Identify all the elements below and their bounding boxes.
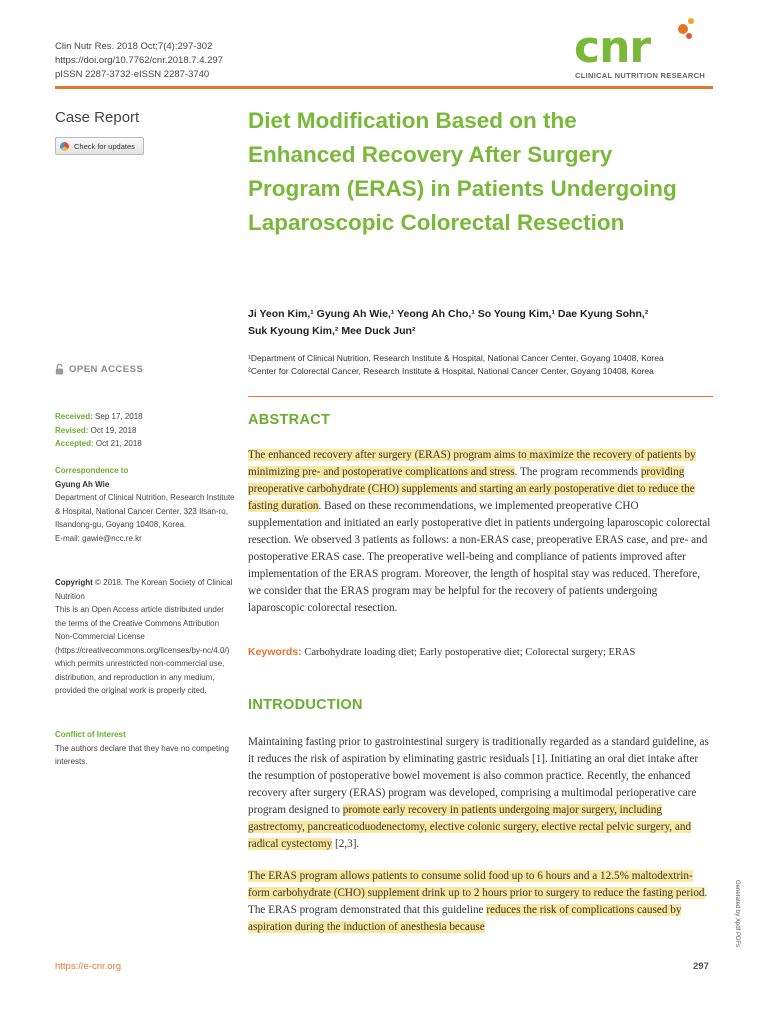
conflict-heading: Conflict of Interest (55, 730, 126, 739)
introduction-heading: INTRODUCTION (248, 697, 363, 713)
generator-note-text: Generated by Xpdf PDFs (734, 880, 740, 948)
authors-line: Ji Yeon Kim,¹ Gyung Ah Wie,¹ Yeong Ah Cho,¹ So Young Kim,¹ Dae Kyung Sohn,² (248, 308, 649, 320)
logo-dot-icon (686, 33, 692, 39)
affiliation: ¹Department of Clinical Nutrition, Research Institute & Hospital, National Cancer Center, Goyang 10408, Korea (248, 353, 664, 363)
text-run: Maintaining fasting prior to gastrointestinal surgery is traditionally regarded as a standard guideline, as it reduces the risk of aspiration by eliminating gastric residuals [1]. Initiating an oral diet intake after the resumption of postoperative bowel movement is also common practice. Recently, the enhanced recovery after surgery (ERAS) program was developed, comprising a multimodal perioperative care program designed to (248, 736, 709, 816)
citation-doi[interactable]: https://doi.org/10.7762/cnr.2018.7.4.297 (55, 55, 223, 66)
authors-line: Suk Kyoung Kim,² Mee Duck Jun² (248, 325, 416, 337)
check-updates-button[interactable] (55, 137, 144, 155)
article-type: Case Report (55, 109, 140, 126)
keywords (248, 646, 635, 658)
keywords-list: Carbohydrate loading diet; Early postoperative diet; Colorectal surgery; ERAS (304, 647, 636, 658)
text-run: [2,3]. (332, 838, 360, 850)
text-run: . Based on these recommendations, we implemented preoperative CHO supplementation and initiated an early postoperative diet in patients undergoing laparoscopic colorectal resection. We observed 3 patients as follows: a non-ERAS case, preoperative ERAS case, and pre- and postoperative ERAS case. The preoperative well-being and compliance of patients improved after implementation of the ERAS program. Moreover, the length of hospital stay was reduced. Therefore, we consider that the ERAS program may be helpful for the recovery of patients undergoing laparoscopic colorectal resection. (248, 500, 711, 614)
journal-url-link[interactable]: https://e-cnr.org (55, 961, 122, 972)
intro-paragraph-1 (248, 734, 713, 853)
conflict-text: The authors declare that they have no competing interests. (55, 743, 229, 766)
highlight: The enhanced recovery after surgery (ERAS) program aims to maximize the recovery of patients by minimizing pre- and postoperative complications and stress (248, 449, 696, 478)
revised-label: Revised: (55, 425, 89, 435)
copyright-block (55, 576, 235, 698)
generator-note (729, 880, 743, 975)
received-label: Received: (55, 412, 93, 421)
page-number: 297 (693, 961, 709, 972)
conflict-block (55, 728, 235, 769)
license-text: This is an Open Access article distributed under the terms of the Creative Commons Attribution Non-Commercial License (https://creativecommons.org/licenses/by-nc/4.0/) which permits unrestricted non-commercial use, distribution, and reproduction in any medium, provided the original work is properly cited. (55, 605, 230, 695)
check-updates-label: Check for updates (74, 141, 135, 151)
accepted-label: Accepted: (55, 439, 94, 448)
highlight: The ERAS program allows patients to consume solid food up to 6 hours and a 12.5% maltodextrin-form carbohydrate (CHO) supplement drink up to 2 hours prior to surgery to reduce the fasting period (248, 870, 705, 899)
logo-dot-icon (688, 18, 694, 24)
abstract-heading: ABSTRACT (248, 412, 331, 428)
abstract-text (248, 447, 713, 617)
open-access-label: OPEN ACCESS (69, 364, 144, 375)
correspondence-heading: Correspondence to (55, 466, 129, 475)
section-divider (248, 396, 713, 397)
accepted-date: Oct 21, 2018 (95, 439, 142, 448)
correspondence-email[interactable]: E-mail: gawie@ncc.re.kr (55, 533, 142, 543)
correspondence-name: Gyung Ah Wie (55, 479, 110, 489)
copyright-label: Copyright (55, 578, 93, 587)
intro-paragraph-2 (248, 868, 713, 936)
article-title: Diet Modification Based on the Enhanced Recovery After Surgery Program (ERAS) in Patients Undergoing Laparoscopic Colorectal Resection (248, 108, 677, 235)
logo-subtitle: CLINICAL NUTRITION RESEARCH (575, 71, 706, 80)
citation-block (55, 40, 223, 82)
copyright-text: © 2018. The Korean Society of Clinical Nutrition (55, 578, 233, 601)
crossmark-icon (60, 142, 69, 151)
open-lock-icon (55, 364, 64, 375)
journal-logo (574, 18, 714, 88)
affiliations (248, 352, 728, 378)
highlight: providing preoperative carbohydrate (CHO) supplements and starting an early postoperative diet to reduce the fasting duration (248, 466, 695, 512)
text-run: . The ERAS program demonstrated that this guideline (248, 887, 708, 916)
logo-text: cnr (574, 22, 651, 73)
revised-date: Oct 19, 2018 (90, 425, 137, 435)
dates-block (55, 410, 235, 451)
highlight: promote early recovery in patients undergoing major surgery, including gastrectomy, pancreaticoduodenectomy, elective colonic surgery, elective rectal pelvic surgery, and radical cystectomy (248, 804, 692, 850)
affiliation: ²Center for Colorectal Cancer, Research Institute & Hospital, National Cancer Center, Goyang 10408, Korea (248, 366, 654, 376)
author-list (248, 306, 718, 340)
correspondence-address: Department of Clinical Nutrition, Research Institute & Hospital, National Cancer Center, 323 Ilsan-ro, Ilsandong-gu, Goyang 10408, Korea. (55, 493, 235, 529)
highlight: reduces the risk of complications caused by aspiration during the induction of anesthesia because (248, 904, 682, 933)
text-run: . The program recommends (514, 466, 641, 478)
keywords-label: Keywords: (248, 646, 302, 658)
received-date: Sep 17, 2018 (95, 412, 143, 421)
citation-journal: Clin Nutr Res. 2018 Oct;7(4):297-302 (55, 41, 213, 52)
header-divider (55, 86, 713, 89)
correspondence-block (55, 464, 235, 545)
citation-issn: pISSN 2287-3732·eISSN 2287-3740 (55, 69, 210, 80)
open-access-badge (55, 364, 143, 375)
